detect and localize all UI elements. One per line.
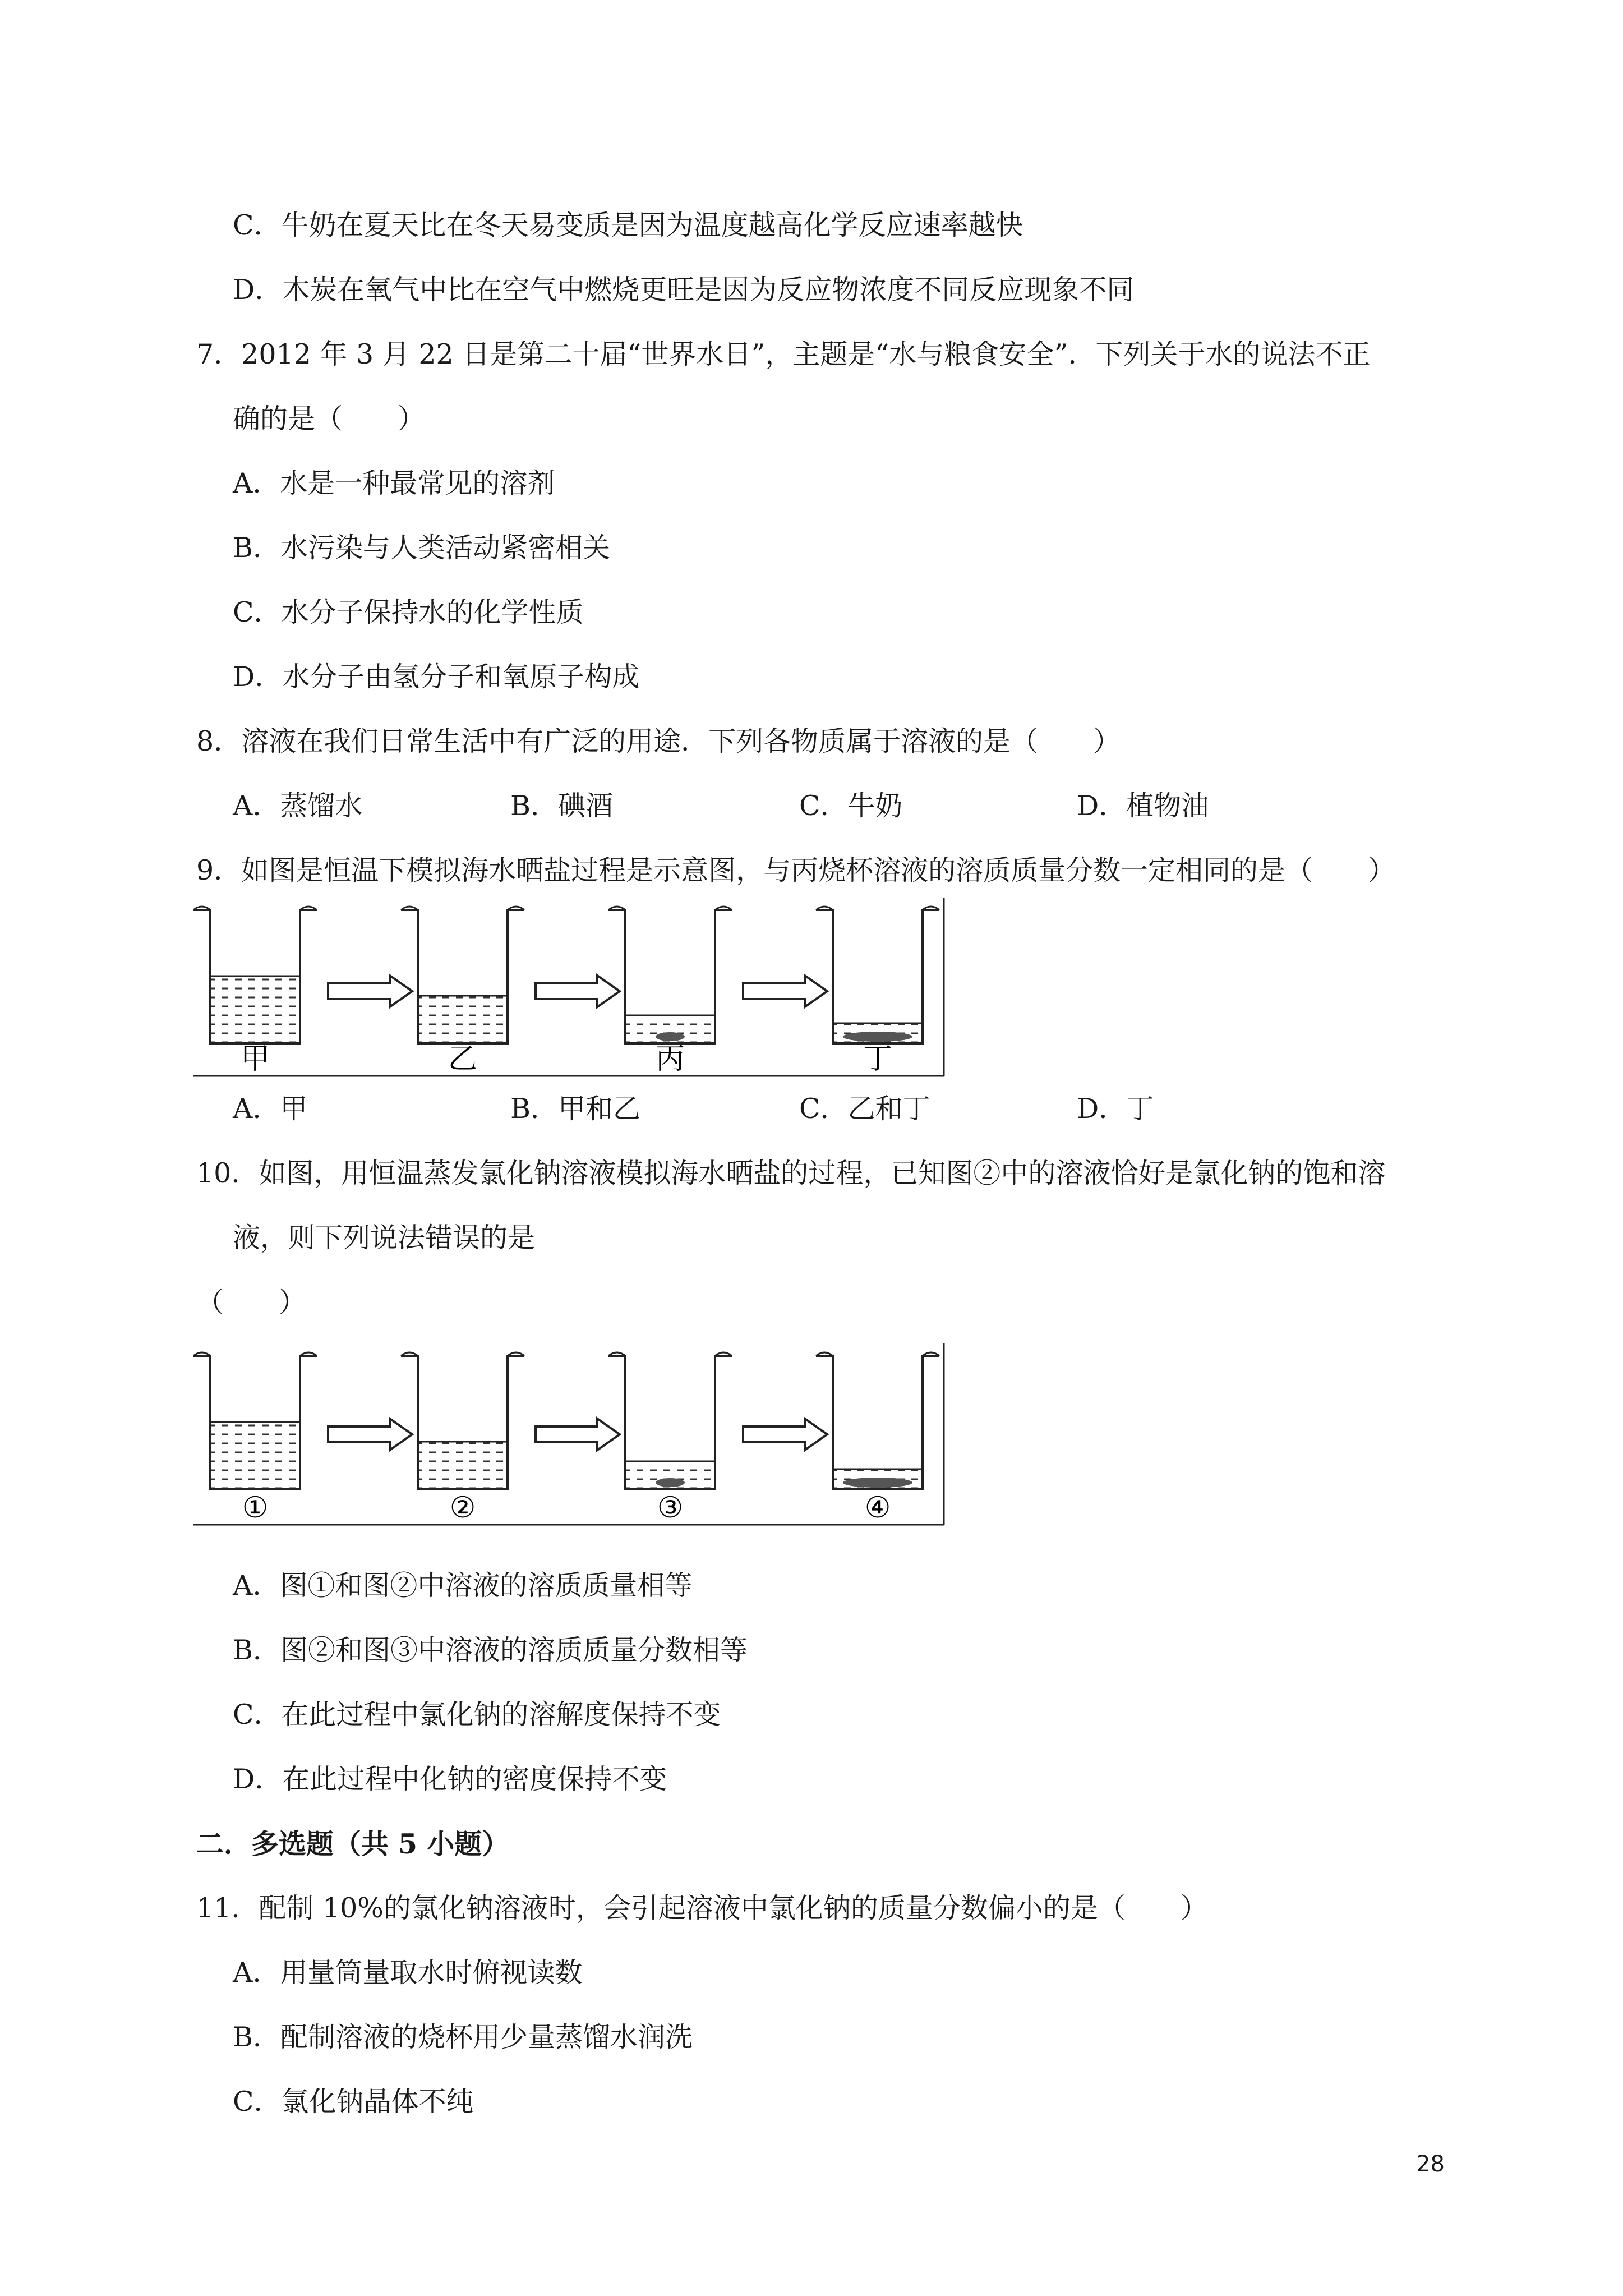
q10-option-c: C．在此过程中氯化钠的溶解度保持不变 — [233, 1699, 721, 1731]
q8-option-c: C．牛奶 — [799, 790, 903, 822]
beaker-1 — [193, 1352, 317, 1489]
arrow-3 — [743, 976, 827, 1007]
label-bing: 丙 — [655, 1042, 685, 1076]
q6-option-c: C．牛奶在夏天比在冬天易变质是因为温度越高化学反应速率越快 — [233, 209, 1023, 241]
q9-option-c: C．乙和丁 — [799, 1093, 930, 1125]
q7-option-b: B．水污染与人类活动紧密相关 — [233, 532, 611, 564]
q8-stem: 8．溶液在我们日常生活中有广泛的用途．下列各物质属于溶液的是（ ） — [196, 725, 1121, 757]
section-heading: 二．多选题（共 5 小题） — [196, 1828, 510, 1860]
label-4: ④ — [864, 1491, 891, 1525]
beaker-ding — [816, 907, 939, 1043]
arrow-3 — [743, 1419, 827, 1450]
q9-option-d: D．丁 — [1077, 1093, 1154, 1125]
q10-stem-line1: 10．如图，用恒温蒸发氯化钠溶液模拟海水晒盐的过程，已知图②中的溶液恰好是氯化钠的饱和溶 — [196, 1157, 1386, 1189]
q9-figure — [193, 898, 945, 1083]
q7-option-c: C．水分子保持水的化学性质 — [233, 596, 584, 628]
label-3: ③ — [657, 1491, 684, 1525]
q7-stem-line1: 7．2012 年 3 月 22 日是第二十届“世界水日”，主题是“水与粮食安全”．下列关于水的说法不正 — [196, 338, 1371, 370]
beaker-2 — [401, 1352, 524, 1489]
q10-option-b: B．图②和图③中溶液的溶质质量分数相等 — [233, 1634, 748, 1666]
q6-option-d: D．木炭在氧气中比在空气中燃烧更旺是因为反应物浓度不同反应现象不同 — [233, 274, 1135, 306]
q11-option-a: A．用量筒量取水时俯视读数 — [233, 1957, 583, 1989]
q11-option-c: C．氯化钠晶体不纯 — [233, 2086, 474, 2118]
arrow-2 — [536, 1419, 620, 1450]
q10-option-a: A．图①和图②中溶液的溶质质量相等 — [233, 1570, 693, 1602]
beaker-bing — [608, 907, 732, 1043]
q9-option-b: B．甲和乙 — [510, 1093, 641, 1125]
label-yi: 乙 — [448, 1042, 478, 1076]
arrow-1 — [328, 1419, 412, 1450]
q10-stem-line2: 液，则下列说法错误的是 — [233, 1222, 536, 1254]
beaker-3 — [608, 1352, 732, 1489]
q11-stem: 11．配制 10%的氯化钠溶液时，会引起溶液中氯化钠的质量分数偏小的是（ ） — [196, 1892, 1208, 1924]
label-ding: 丁 — [863, 1042, 893, 1076]
page-number: 28 — [1416, 2151, 1445, 2177]
label-jia: 甲 — [240, 1042, 270, 1076]
beaker-yi — [401, 907, 524, 1043]
q8-option-b: B．碘酒 — [510, 790, 614, 822]
arrow-1 — [328, 976, 412, 1007]
q10-figure — [193, 1343, 945, 1534]
label-1: ① — [242, 1491, 269, 1525]
q7-stem-line2: 确的是（ ） — [233, 403, 426, 435]
q8-option-d: D．植物油 — [1077, 790, 1209, 822]
q10-stem-line3: （ ） — [196, 1286, 307, 1318]
label-2: ② — [449, 1491, 476, 1525]
q7-option-d: D．水分子由氢分子和氧原子构成 — [233, 661, 640, 693]
q9-stem: 9．如图是恒温下模拟海水晒盐过程是示意图，与丙烧杯溶液的溶质质量分数一定相同的是（ ） — [196, 854, 1396, 886]
q11-option-b: B．配制溶液的烧杯用少量蒸馏水润洗 — [233, 2021, 693, 2053]
beaker-4 — [816, 1352, 939, 1489]
q9-option-a: A．甲 — [233, 1093, 308, 1125]
arrow-2 — [536, 976, 620, 1007]
q10-option-d: D．在此过程中化钠的密度保持不变 — [233, 1763, 667, 1795]
q7-option-a: A．水是一种最常见的溶剂 — [233, 467, 555, 499]
beaker-jia — [193, 907, 317, 1043]
q8-option-a: A．蒸馏水 — [233, 790, 363, 822]
